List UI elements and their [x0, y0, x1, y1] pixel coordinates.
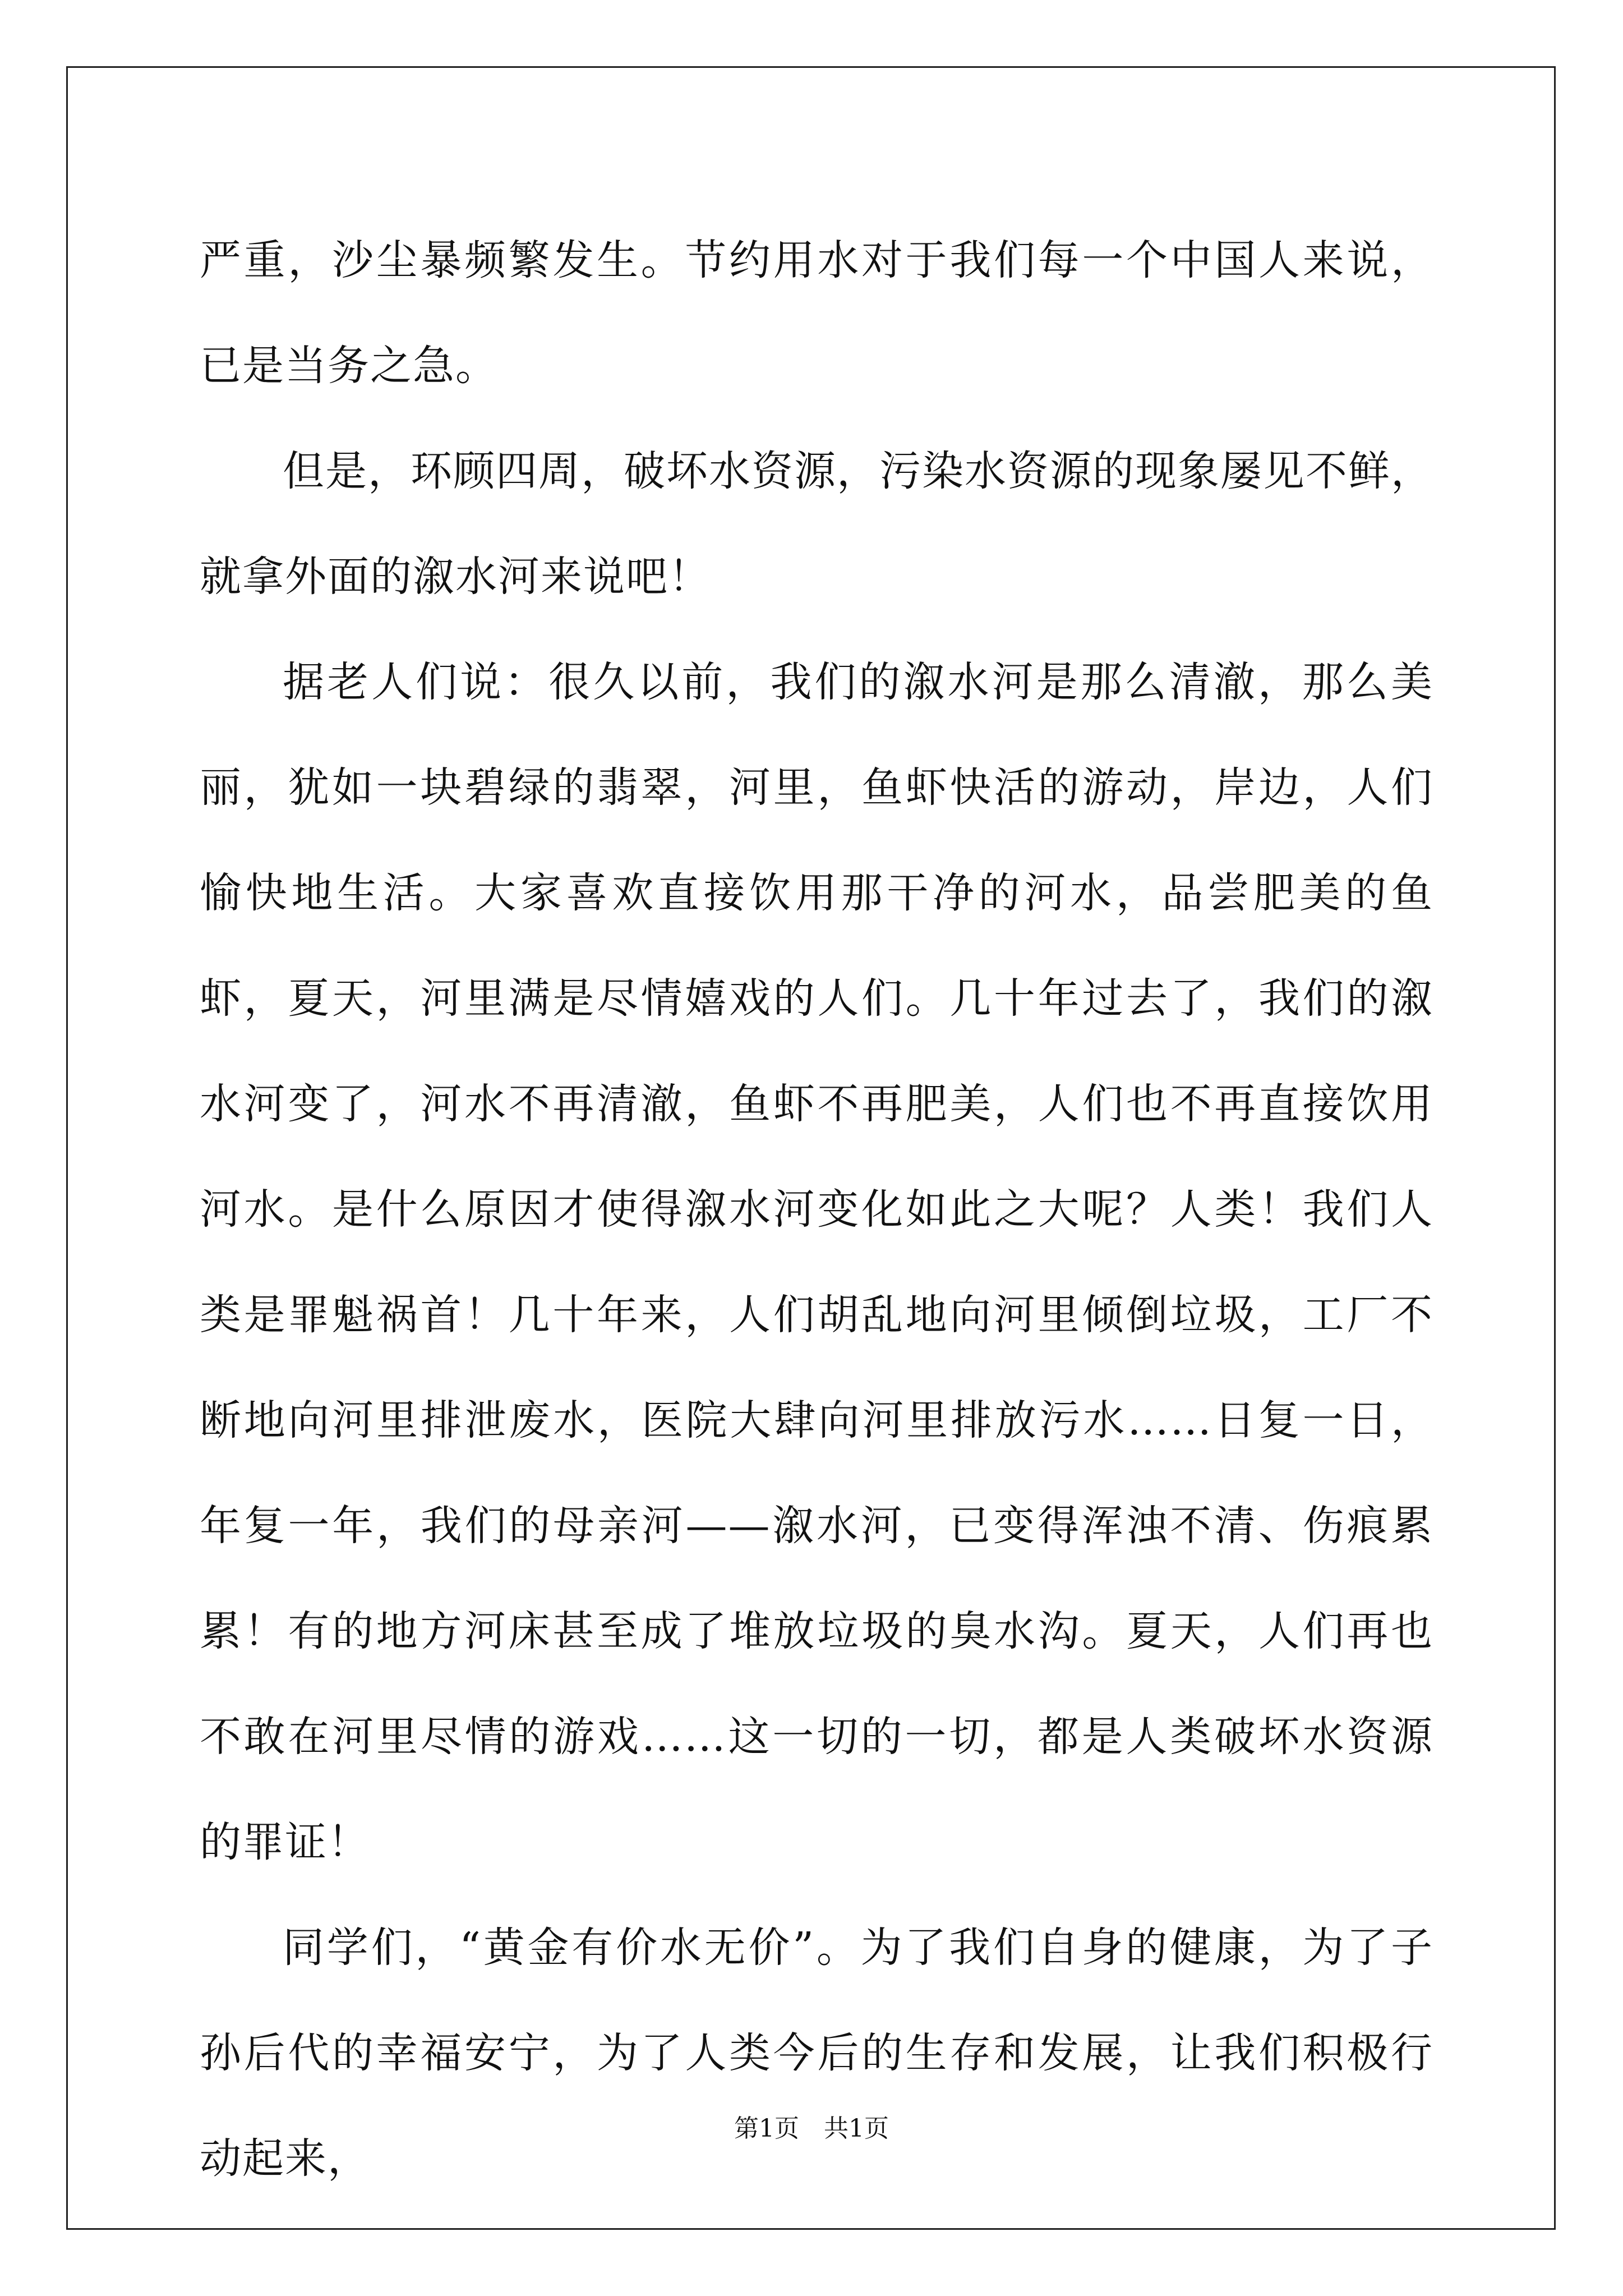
document-body [200, 208, 1433, 2211]
paragraph-2: 但是，环顾四周，破坏水资源，污染水资源的现象屡见不鲜，就拿外面的溆水河来说吧！ [200, 447, 1433, 601]
page-number-label: 第1页 共1页 [734, 2114, 889, 2143]
paragraph-3: 据老人们说：很久以前，我们的溆水河是那么清澈，那么美丽，犹如一块碧绿的翡翠，河里，鱼虾快活的游动，岸边，人们愉快地生活。大家喜欢直接饮用那干净的河水，品尝肥美的鱼虾，夏天，河里满是尽情嬉戏的人们。几十年过去了，我们的溆水河变了，河水不再清澈，鱼虾不再肥美，人们也不再直接饮用河水。是什么原因才使得溆水河变化如此之大呢？人类！我们人类是罪魁祸首！几十年来，人们胡乱地向河里倾倒垃圾，工厂不断地向河里排泄废水，医院大肆向河里排放污水……日复一日，年复一年，我们的母亲河——溆水河，已变得浑浊不清、伤痕累累！有的地方河床甚至成了堆放垃圾的臭水沟。夏天，人们再也不敢在河里尽情的游戏……这一切的一切，都是人类破坏水资源的罪证！ [200, 658, 1433, 1866]
paragraph-1: 严重，沙尘暴频繁发生。节约用水对于我们每一个中国人来说，已是当务之急。 [200, 236, 1433, 390]
paragraph-4: 同学们，“黄金有价水无价”。为了我们自身的健康，为了子孙后代的幸福安宁，为了人类今后的生存和发展，让我们积极行动起来， [200, 1924, 1433, 2183]
page-footer [0, 2108, 1623, 2144]
